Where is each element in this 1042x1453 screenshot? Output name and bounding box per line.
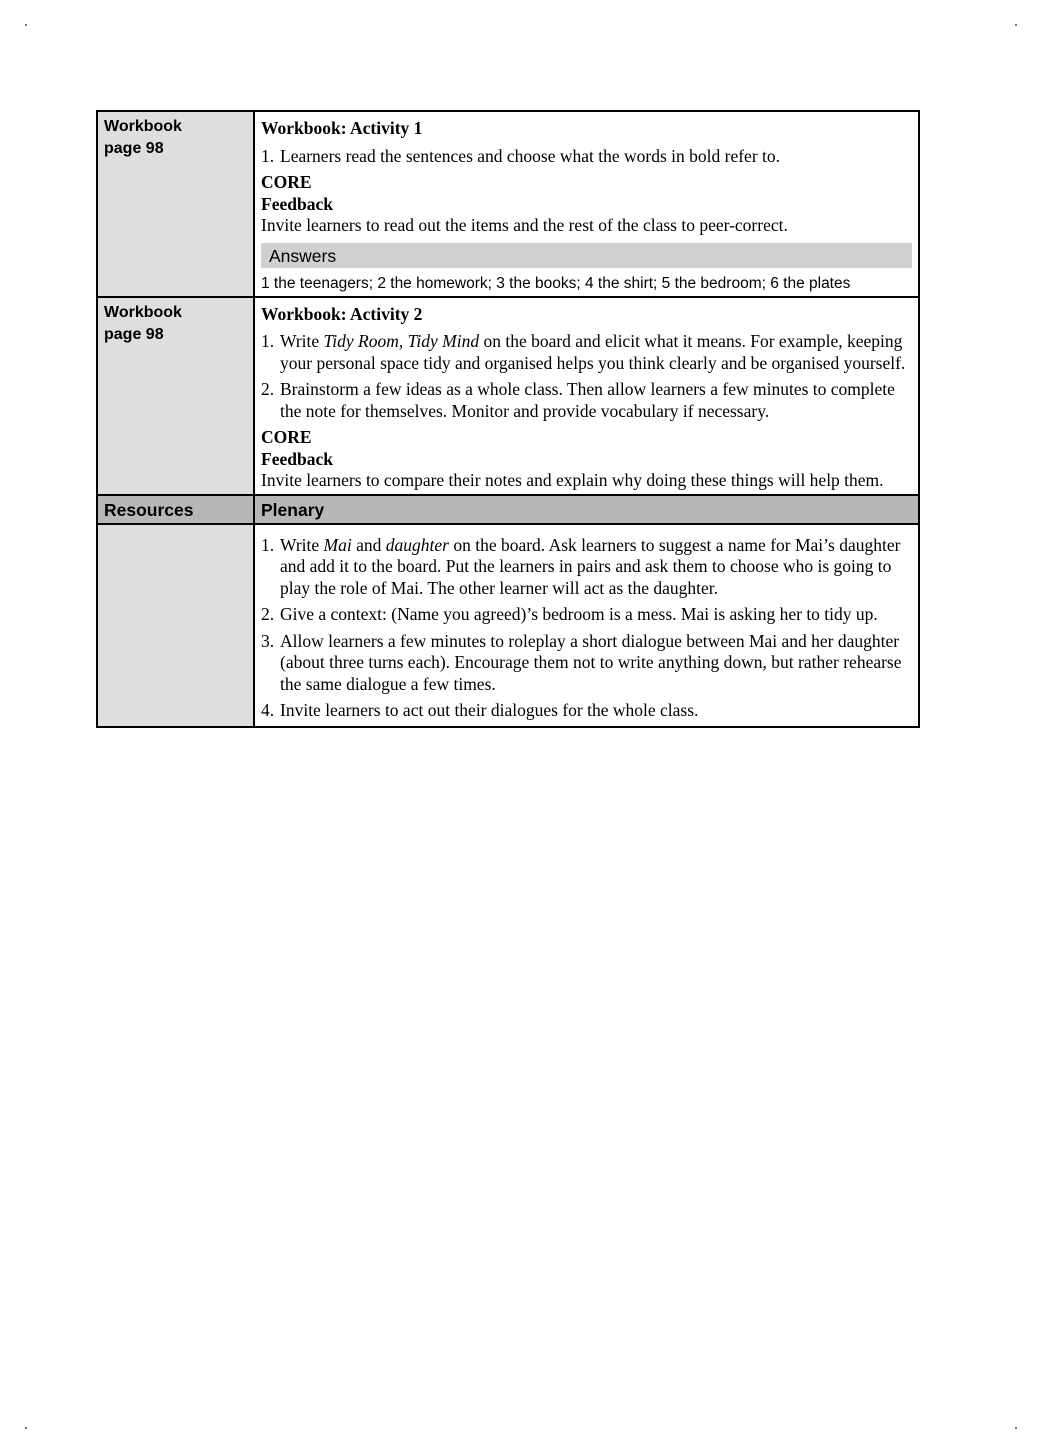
resource-line: Workbook xyxy=(104,303,182,321)
resources-header: Resources xyxy=(97,495,254,524)
feedback-text: Invite learners to compare their notes and explain why doing these things will help them. xyxy=(261,470,884,490)
step-text xyxy=(280,331,912,374)
step-text-italic: Mai xyxy=(323,534,352,555)
feedback-label: Feedback xyxy=(261,193,333,214)
step-text-part: Write xyxy=(280,331,324,351)
step-text-part: on the board. Ask learners to suggest a name for Mai’s daughter and add it to the board. Put the learners in pairs and ask them to choose who is going to play the role of Mai. The other learner will act as the daughter. xyxy=(280,534,901,598)
step-text xyxy=(280,535,912,600)
lesson-plan-table xyxy=(96,110,920,728)
resource-cell-empty xyxy=(97,524,254,727)
core-label: CORE xyxy=(261,427,312,447)
list-item xyxy=(261,535,912,600)
crop-mark xyxy=(25,1427,27,1429)
step-number: 1. xyxy=(261,145,275,166)
list-item xyxy=(261,604,912,626)
table-row xyxy=(97,297,919,495)
crop-mark xyxy=(25,24,27,26)
feedback-text: Invite learners to read out the items and the rest of the class to peer-correct. xyxy=(261,215,788,235)
resource-line: page 98 xyxy=(104,325,164,343)
step-text: Learners read the sentences and choose what the words in bold refer to. xyxy=(280,145,781,166)
step-text-italic: daughter xyxy=(385,534,449,555)
step-number: 1. xyxy=(261,331,275,351)
list-item xyxy=(261,379,912,422)
feedback-label: Feedback xyxy=(261,448,333,469)
step-text: Give a context: (Name you agreed)’s bedroom is a mess. Mai is asking her to tidy up. xyxy=(280,604,878,624)
answers-text: 1 the teenagers; 2 the homework; 3 the books; 4 the shirt; 5 the bedroom; 6 the plates xyxy=(261,274,851,292)
crop-mark xyxy=(1015,24,1017,26)
resource-line: page 98 xyxy=(104,140,164,157)
step-number: 4. xyxy=(261,700,275,720)
plenary-cell xyxy=(254,524,919,727)
step-number: 3. xyxy=(261,630,275,651)
resource-line: Workbook xyxy=(104,118,182,135)
activity-cell xyxy=(254,297,919,495)
step-text-part: on the board and elicit what it means. For example, keeping your personal space tidy and organised helps you think clearly and be organised yourself. xyxy=(280,331,906,373)
list-item xyxy=(261,331,912,374)
activity-title: Workbook: Activity 1 xyxy=(261,118,423,138)
activity-cell xyxy=(254,111,919,297)
crop-mark xyxy=(1015,1427,1017,1429)
step-number: 2. xyxy=(261,604,275,624)
resource-cell xyxy=(97,111,254,297)
step-text-italic: Tidy Room, Tidy Mind xyxy=(323,331,480,351)
step-text: Invite learners to act out their dialogues for the whole class. xyxy=(280,700,699,720)
step-text: Brainstorm a few ideas as a whole class. Then allow learners a few minutes to complete the note for themselves. Monitor and provide vocabulary if necessary. xyxy=(280,379,895,421)
list-item xyxy=(261,631,912,696)
resource-cell xyxy=(97,297,254,495)
step-text-part: Write xyxy=(280,534,324,555)
core-label: CORE xyxy=(261,172,312,192)
list-item xyxy=(261,700,912,722)
list-item xyxy=(261,146,912,168)
plenary-header: Plenary xyxy=(254,495,919,524)
step-text-part: and xyxy=(351,534,386,555)
activity-title: Workbook: Activity 2 xyxy=(261,303,423,324)
step-number: 1. xyxy=(261,534,275,555)
table-row xyxy=(97,111,919,297)
section-header-row xyxy=(97,495,919,524)
step-number: 2. xyxy=(261,379,275,399)
answers-heading: Answers xyxy=(261,243,912,268)
step-text: Allow learners a few minutes to roleplay a short dialogue between Mai and her daughter (about three turns each). Encourage them not to write anything down, but rather rehearse the same dialogue a few times. xyxy=(280,630,902,694)
table-row xyxy=(97,524,919,727)
